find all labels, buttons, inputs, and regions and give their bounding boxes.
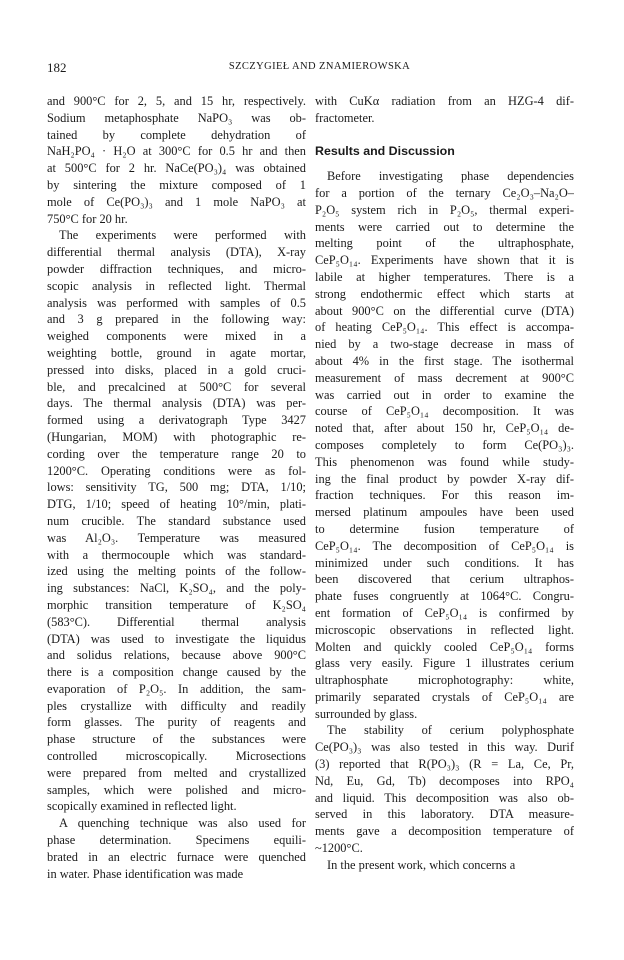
- text-line: there is a composition change caused by the: [47, 665, 306, 680]
- right-column: [315, 93, 574, 874]
- text-line: 1200°C. Operating conditions were as fol-: [47, 463, 306, 478]
- text-line: to determine fusion temperature of: [315, 521, 574, 536]
- text-line: DTG, 1/10; speed of heating 10°/min, plati-: [47, 497, 306, 512]
- text-line: num crucible. The standard substance used: [47, 513, 306, 528]
- text-line: ments were carried out to determine the: [315, 219, 574, 234]
- text-line: and liquid. This decomposition was also ob-: [315, 790, 574, 805]
- text-line: noted that, after about 150 hr, CeP₅O₁₄ de-: [315, 421, 574, 436]
- text-line: P₂O₅ system rich in P₂O₅, thermal experi-: [315, 202, 574, 217]
- text-line: minimized under such conditions. It has: [315, 555, 574, 570]
- text-line: In the present work, which concerns a: [327, 857, 516, 872]
- text-line: Sodium metaphosphate NaPO₃ was ob-: [47, 110, 306, 125]
- text-line: lows: sensitivity TG, 500 mg; DTA, 1/10;: [47, 480, 306, 495]
- text-line: This phenomenon was found while study-: [315, 454, 574, 469]
- text-line: was Al₂O₃. Temperature was measured: [47, 530, 306, 545]
- page-number: 182: [47, 60, 67, 75]
- text-line: were prepared from melted and crystallized: [47, 765, 306, 780]
- text-line: and solidus relations, because above 900°C: [47, 648, 306, 663]
- text-line: mole of Ce(PO₃)₃ and 1 mole NaPO₃ at: [47, 194, 306, 209]
- text-line: with CuKα radiation from an HZG-4 dif-: [315, 94, 574, 108]
- text-line: and 900°C for 2, 5, and 15 hr, respectively.: [47, 94, 306, 108]
- text-line: for a portion of the ternary Ce₂O₃–Na₂O–: [315, 185, 574, 200]
- page-header: [47, 60, 592, 76]
- text-line: ultraphosphate microphotography: white,: [315, 673, 574, 688]
- text-line: Nd, Eu, Gd, Tb) decomposes into RPO₄: [315, 773, 574, 788]
- text-line: days. The thermal analysis (DTA) was per-: [47, 396, 306, 411]
- text-line: ples crystallize with difficulty and readily: [47, 698, 306, 713]
- text-line: scopically examined in reflected light.: [47, 799, 237, 814]
- text-line: (3) reported that R(PO₃)₃ (R = La, Ce, Pr,: [315, 757, 574, 772]
- section-gap: [315, 127, 574, 144]
- text-line: phate fuses congruently at 1064°C. Congru-: [315, 589, 574, 604]
- text-line: nied by a two-stage decrease in mass of: [315, 337, 574, 352]
- text-line: ble, and precalcined at 500°C for several: [47, 379, 306, 394]
- text-line: 750°C for 20 hr.: [47, 211, 128, 226]
- text-line: labile at higher temperatures. There is a: [315, 269, 574, 284]
- text-line: The experiments were performed with: [59, 228, 306, 243]
- text-line: CeP₅O₁₄. The decomposition of CeP₅O₁₄ is: [315, 538, 574, 553]
- text-line: ized using the melting points of the follow-: [47, 564, 306, 579]
- text-line: composes completely to form Ce(PO₃)₃.: [315, 437, 574, 452]
- text-line: primarily separated crystals of CeP₅O₁₄ are: [315, 689, 574, 704]
- text-line: evaporation of P₂O₅. In addition, the sam-: [47, 681, 306, 696]
- text-line: glass very easily. Figure 1 illustrates cerium: [315, 656, 574, 671]
- text-line: of heating CeP₅O₁₄. This effect is accompa-: [315, 320, 574, 335]
- text-line: cording over the temperature range 20 to: [47, 446, 306, 461]
- text-line: Molten and quickly cooled CeP₅O₁₄ forms: [315, 639, 574, 654]
- text-line: at 500°C for 2 hr. NaCe(PO₃)₄ was obtained: [47, 161, 306, 176]
- text-line: analysis was performed with samples of 0.5: [47, 295, 306, 310]
- text-line: and 3 g prepared in the following way:: [47, 312, 306, 327]
- text-line: was carried out in order to examine the: [315, 387, 574, 402]
- text-line: ~1200°C.: [315, 841, 363, 856]
- text-line: (DTA) was used to investigate the liquidus: [47, 631, 306, 646]
- text-line: microscopic observations in reflected light.: [315, 622, 574, 637]
- text-line: The stability of cerium polyphosphate: [327, 723, 574, 738]
- text-line: measurement of mass decrement at 900°C: [315, 370, 574, 385]
- text-line: (Hungarian, MOM) with photographic re-: [47, 429, 306, 444]
- text-line: morphic transition temperature of K₂SO₄: [47, 597, 306, 612]
- text-line: phase structure of the substances were: [47, 732, 306, 747]
- text-line: Before investigating phase dependencies: [327, 169, 574, 184]
- text-line: fractometer.: [315, 110, 375, 125]
- text-line: scopic analysis in reflected light. Thermal: [47, 278, 306, 293]
- text-line: Ce(PO₃)₃ was also tested in this way. Durif: [315, 740, 574, 755]
- text-line: samples, which were polished and micro-: [47, 782, 306, 797]
- text-line: pressed into disks, placed in a gold cruci-: [47, 362, 306, 377]
- text-line: NaH₂PO₄ · H₂O at 300°C for 0.5 hr and then: [47, 144, 306, 159]
- text-line: served in this laboratory. DTA measure-: [315, 807, 574, 822]
- text-line: fraction techniques. For this reason im-: [315, 488, 574, 503]
- text-line: phase determination. Specimens equili-: [47, 833, 306, 848]
- text-line: powder diffraction techniques, and micro-: [47, 261, 306, 276]
- left-column: [47, 93, 306, 882]
- text-line: ing the final product by powder X-ray dif-: [315, 471, 574, 486]
- running-head: SZCZYGIEŁ AND ZNAMIEROWSKA: [228, 61, 411, 72]
- text-line: formed using a derivatograph Type 3427: [47, 413, 306, 428]
- text-line: ments gave a decomposition temperature of: [315, 824, 574, 839]
- text-line: surrounded by glass.: [315, 706, 418, 721]
- text-line: strong endothermic effect which starts at: [315, 286, 574, 301]
- text-line: with a thermocouple which was standard-: [47, 547, 306, 562]
- text-line: by sintering the mixture composed of 1: [47, 177, 306, 192]
- text-line: mersed platinum ampoules have been used: [315, 505, 574, 520]
- section-heading: Results and Discussion: [315, 144, 455, 159]
- text-line: differential thermal analysis (DTA), X-ray: [47, 245, 306, 260]
- text-line: course of CeP₅O₁₄ decomposition. It was: [315, 404, 574, 419]
- text-line: ing substances: NaCl, K₂SO₄, and the poly-: [47, 581, 306, 596]
- text-line: been discovered that cerium ultraphos-: [315, 572, 574, 587]
- text-line: form glasses. The purity of reagents and: [47, 715, 306, 730]
- text-line: A quenching technique was also used for: [59, 816, 306, 831]
- text-line: about 900°C on the differential curve (DTA): [315, 303, 574, 318]
- section-gap: [315, 160, 574, 168]
- text-line: CeP₅O₁₄. Experiments have shown that it is: [315, 253, 574, 268]
- text-line: tained by complete dehydration of: [47, 127, 306, 142]
- text-line: weighting bottle, ground in agate mortar,: [47, 345, 306, 360]
- text-line: (583°C). Differential thermal analysis: [47, 614, 306, 629]
- text-line: about 4% in the first stage. The isothermal: [315, 353, 574, 368]
- text-line: controlled microscopically. Microsections: [47, 749, 306, 764]
- text-line: weighed components were mixed in a: [47, 329, 306, 344]
- text-line: in water. Phase identification was made: [47, 866, 244, 881]
- text-line: brated in an electric furnace were quenched: [47, 849, 306, 864]
- text-line: ent formation of CeP₅O₁₄ is confirmed by: [315, 605, 574, 620]
- text-line: melting point of the ultraphosphate,: [315, 236, 574, 251]
